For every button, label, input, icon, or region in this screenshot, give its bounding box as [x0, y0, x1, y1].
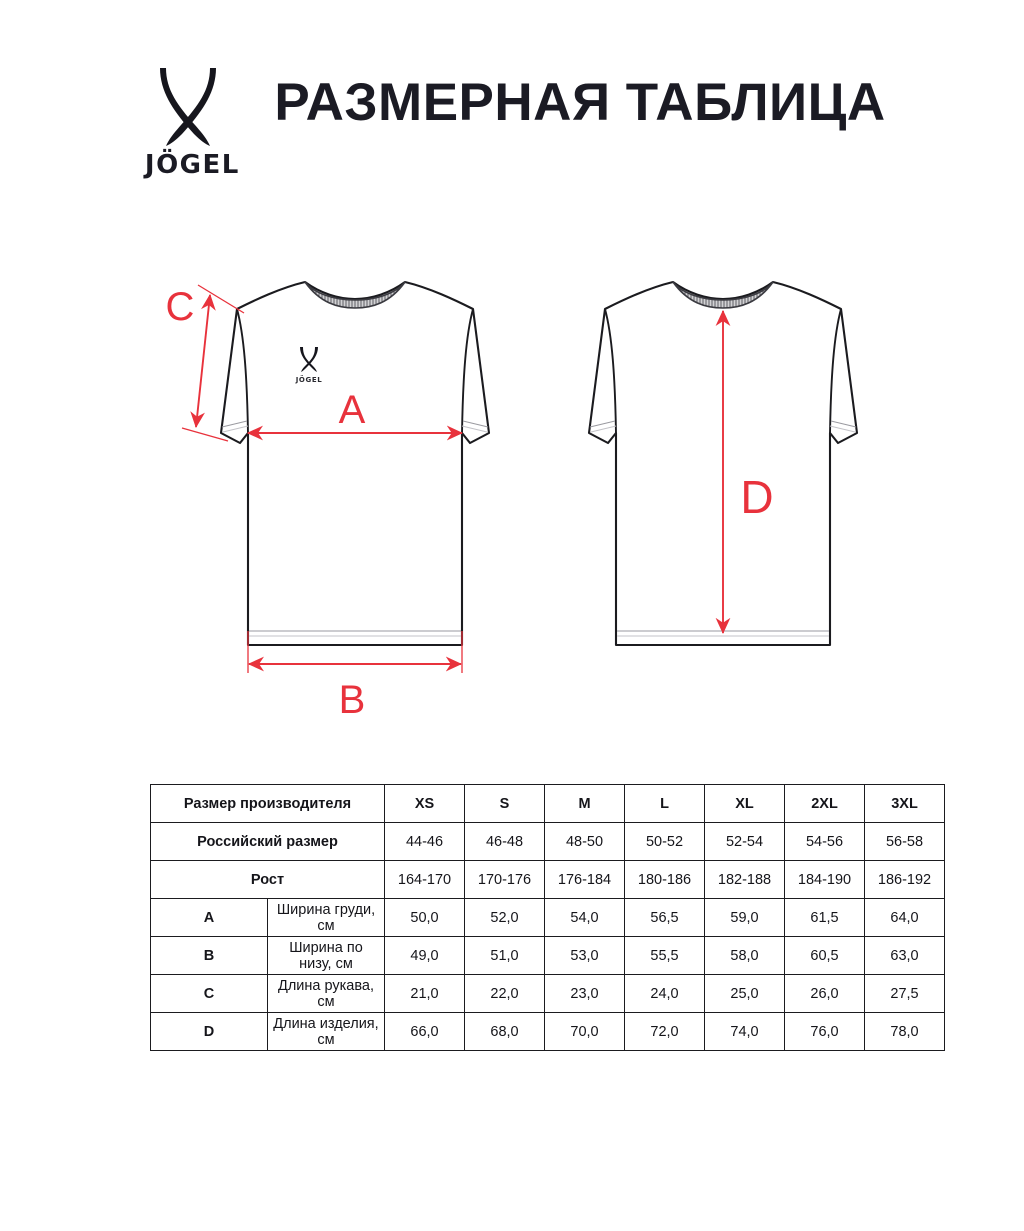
svg-text:JÖGEL: JÖGEL: [295, 376, 323, 384]
cell-sleeve-length-l: 24,0: [625, 975, 705, 1013]
table-row-russian-size: [151, 823, 945, 861]
size-table-container: [150, 784, 932, 1051]
size-table-body: [151, 785, 945, 1051]
cell-sleeve-length-m: 23,0: [545, 975, 625, 1013]
cell-chest-width-xs: 50,0: [385, 899, 465, 937]
tshirt-front-view: [221, 282, 489, 645]
cell-chest-width-xl: 59,0: [705, 899, 785, 937]
cell-height-xs: 164-170: [385, 861, 465, 899]
row-letter-a: A: [151, 899, 268, 937]
cell-manufacturer-size-xs: XS: [385, 785, 465, 823]
cell-bottom-width-s: 51,0: [465, 937, 545, 975]
cell-sleeve-length-3xl: 27,5: [865, 975, 945, 1013]
measure-label-b: B: [338, 678, 366, 722]
cell-height-m: 176-184: [545, 861, 625, 899]
cell-russian-size-xs: 44-46: [385, 823, 465, 861]
cell-russian-size-3xl: 56-58: [865, 823, 945, 861]
row-label-bottom-width: Ширина по низу, см: [268, 937, 385, 975]
row-letter-c: C: [151, 975, 268, 1013]
cell-bottom-width-l: 55,5: [625, 937, 705, 975]
size-table: [150, 784, 945, 1051]
cell-bottom-width-xs: 49,0: [385, 937, 465, 975]
cell-height-3xl: 186-192: [865, 861, 945, 899]
brand-wordmark: JÖGEL: [144, 150, 240, 180]
cell-manufacturer-size-l: L: [625, 785, 705, 823]
cell-chest-width-3xl: 64,0: [865, 899, 945, 937]
cell-height-xl: 182-188: [705, 861, 785, 899]
cell-garment-length-m: 70,0: [545, 1013, 625, 1051]
cell-garment-length-xl: 74,0: [705, 1013, 785, 1051]
cell-russian-size-m: 48-50: [545, 823, 625, 861]
cell-bottom-width-m: 53,0: [545, 937, 625, 975]
cell-manufacturer-size-2xl: 2XL: [785, 785, 865, 823]
cell-garment-length-3xl: 78,0: [865, 1013, 945, 1051]
row-letter-d: D: [151, 1013, 268, 1051]
row-label-manufacturer-size: Размер производителя: [151, 785, 385, 823]
cell-manufacturer-size-xl: XL: [705, 785, 785, 823]
cell-garment-length-2xl: 76,0: [785, 1013, 865, 1051]
cell-sleeve-length-xl: 25,0: [705, 975, 785, 1013]
table-row-height: [151, 861, 945, 899]
cell-chest-width-l: 56,5: [625, 899, 705, 937]
table-row-bottom-width: [151, 937, 945, 975]
cell-manufacturer-size-3xl: 3XL: [865, 785, 945, 823]
cell-bottom-width-2xl: 60,5: [785, 937, 865, 975]
cell-chest-width-m: 54,0: [545, 899, 625, 937]
jogel-goblet-logo-icon: [150, 64, 232, 148]
cell-garment-length-xs: 66,0: [385, 1013, 465, 1051]
tshirt-measurement-diagram: [0, 255, 1024, 725]
table-row-manufacturer-size: [151, 785, 945, 823]
cell-garment-length-l: 72,0: [625, 1013, 705, 1051]
page-header: [0, 58, 1024, 188]
cell-russian-size-l: 50-52: [625, 823, 705, 861]
cell-manufacturer-size-m: M: [545, 785, 625, 823]
row-label-height: Рост: [151, 861, 385, 899]
cell-russian-size-s: 46-48: [465, 823, 545, 861]
brand-lockup: [138, 64, 246, 182]
row-label-sleeve-length: Длина рукава, см: [268, 975, 385, 1013]
cell-manufacturer-size-s: S: [465, 785, 545, 823]
row-label-garment-length: Длина изделия, см: [268, 1013, 385, 1051]
measure-label-d: D: [740, 471, 774, 523]
table-row-sleeve-length: [151, 975, 945, 1013]
cell-sleeve-length-s: 22,0: [465, 975, 545, 1013]
row-letter-b: B: [151, 937, 268, 975]
table-row-garment-length: [151, 1013, 945, 1051]
page-title: РАЗМЕРНАЯ ТАБЛИЦА: [274, 73, 886, 132]
cell-bottom-width-xl: 58,0: [705, 937, 785, 975]
cell-chest-width-s: 52,0: [465, 899, 545, 937]
cell-bottom-width-3xl: 63,0: [865, 937, 945, 975]
cell-chest-width-2xl: 61,5: [785, 899, 865, 937]
cell-height-l: 180-186: [625, 861, 705, 899]
cell-sleeve-length-xs: 21,0: [385, 975, 465, 1013]
cell-height-s: 170-176: [465, 861, 545, 899]
row-label-chest-width: Ширина груди, см: [268, 899, 385, 937]
table-row-chest-width: [151, 899, 945, 937]
cell-sleeve-length-2xl: 26,0: [785, 975, 865, 1013]
measure-label-a: A: [338, 388, 366, 432]
row-label-russian-size: Российский размер: [151, 823, 385, 861]
cell-russian-size-2xl: 54-56: [785, 823, 865, 861]
cell-garment-length-s: 68,0: [465, 1013, 545, 1051]
cell-height-2xl: 184-190: [785, 861, 865, 899]
measure-label-c: C: [165, 285, 195, 329]
cell-russian-size-xl: 52-54: [705, 823, 785, 861]
